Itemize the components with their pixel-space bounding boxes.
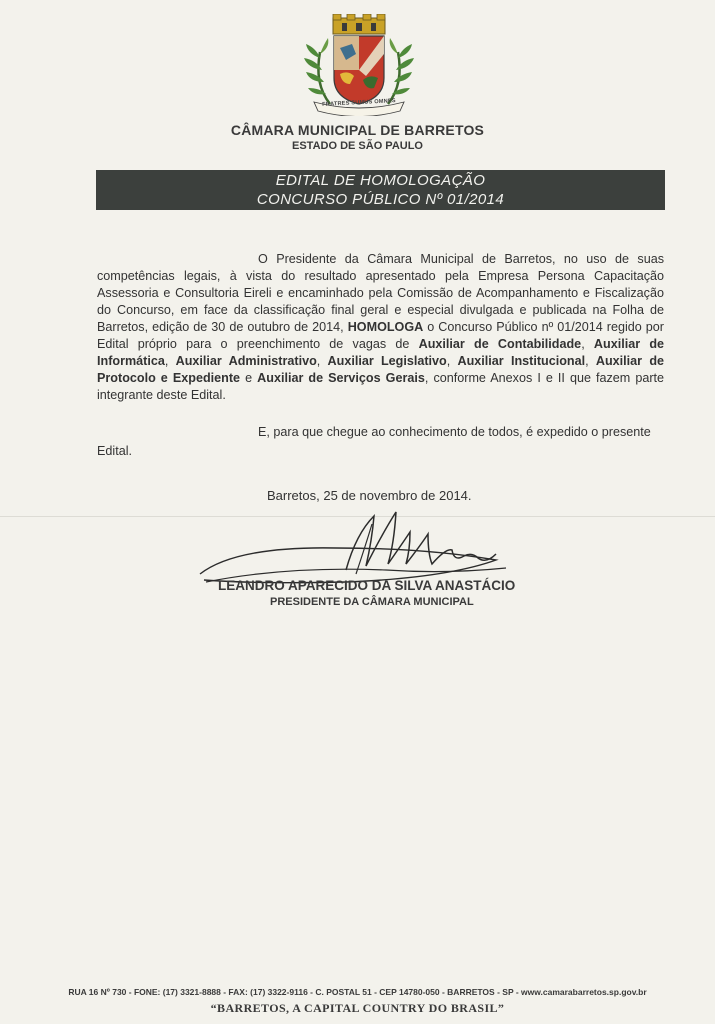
conjunction: e [245, 371, 253, 385]
signatory-name: LEANDRO APARECIDO DA SILVA ANASTÁCIO [218, 578, 516, 593]
paragraph-text: o Concurso Público nº 01/2014 regido por Edital próprio para o preenchimento de vagas de [97, 320, 664, 351]
edict-paragraph: O Presidente da Câmara Municipal de Barretos, no uso de suas competências legais, à vista do resultado apresentado pela Empresa Persona Capacitação Assessoria e Consultoria Eireli e encaminhado pela Comissão de Acompanhamento e Fiscalização do Concurso, em face da classificação final geral e especial divulgada e publicada na Folha de Barretos, edição de 30 de outubro de 2014, HOMOLOGA o Concurso Público nº 01/2014 regido por Edital próprio para o preenchimento de vagas de Auxiliar de Contabilidade, Auxiliar de Informática, Auxiliar Administrativo, Auxiliar Legislativo, Auxiliar Institucional, Auxiliar de Protocolo e Expediente e Auxiliar de Serviços Gerais, conforme Anexos I e II que fazem parte integrante deste Edital. [97, 252, 665, 402]
footer-address: RUA 16 Nº 730 - FONE: (17) 3321-8888 - FAX: (17) 3322-9116 - C. POSTAL 51 - CEP 14780-050 - BARRETOS - SP - www.camarabarretos.sp.gov.br [68, 987, 647, 997]
closing-text: E, para que chegue ao conhecimento de todos, é expedido o presente Edital. [97, 425, 651, 458]
paragraph-text: conforme Anexos I e II que fazem parte integrante deste Edital. [97, 371, 665, 402]
position-name: Auxiliar de Serviços Gerais [257, 371, 425, 385]
homologa-keyword: HOMOLOGA [347, 320, 424, 334]
position-name: Auxiliar de Contabilidade [418, 337, 582, 351]
document-title-banner [96, 170, 665, 210]
edict-body [97, 251, 664, 404]
signatory-role: PRESIDENTE DA CÂMARA MUNICIPAL [270, 596, 474, 608]
organization-state: ESTADO DE SÃO PAULO [292, 140, 423, 152]
organization-name: CÂMARA MUNICIPAL DE BARRETOS [230, 122, 485, 138]
position-name: Auxiliar de Informática [97, 337, 665, 368]
position-name: Auxiliar de Protocolo e Expediente [97, 354, 665, 385]
position-name: Auxiliar Legislativo [327, 354, 447, 368]
document-title: EDITAL DE HOMOLOGAÇÃO [275, 172, 486, 189]
closing-paragraph [97, 423, 664, 461]
paragraph-text: O Presidente da Câmara Municipal de Barretos, no uso de suas competências legais, à vista do resultado apresentado pela Empresa Persona Capacitação Assessoria e Consultoria Eireli e encaminhado pela Comissão de Acompanhamento e Fiscalização do Concurso, em face da classificação final geral e especial divulgada e publicada na Folha de Barretos, edição de 30 de outubro de 2014, [97, 252, 664, 334]
position-name: Auxiliar Administrativo [175, 354, 317, 368]
coat-of-arms-motto: FRATRES SUMUS OMNES [322, 98, 396, 108]
footer-motto: “BARRETOS, A CAPITAL COUNTRY DO BRASIL” [210, 1001, 505, 1015]
document-subtitle: CONCURSO PÚBLICO Nº 01/2014 [256, 191, 505, 208]
position-name: Auxiliar Institucional [457, 354, 586, 368]
place-and-date: Barretos, 25 de novembro de 2014. [267, 488, 472, 503]
